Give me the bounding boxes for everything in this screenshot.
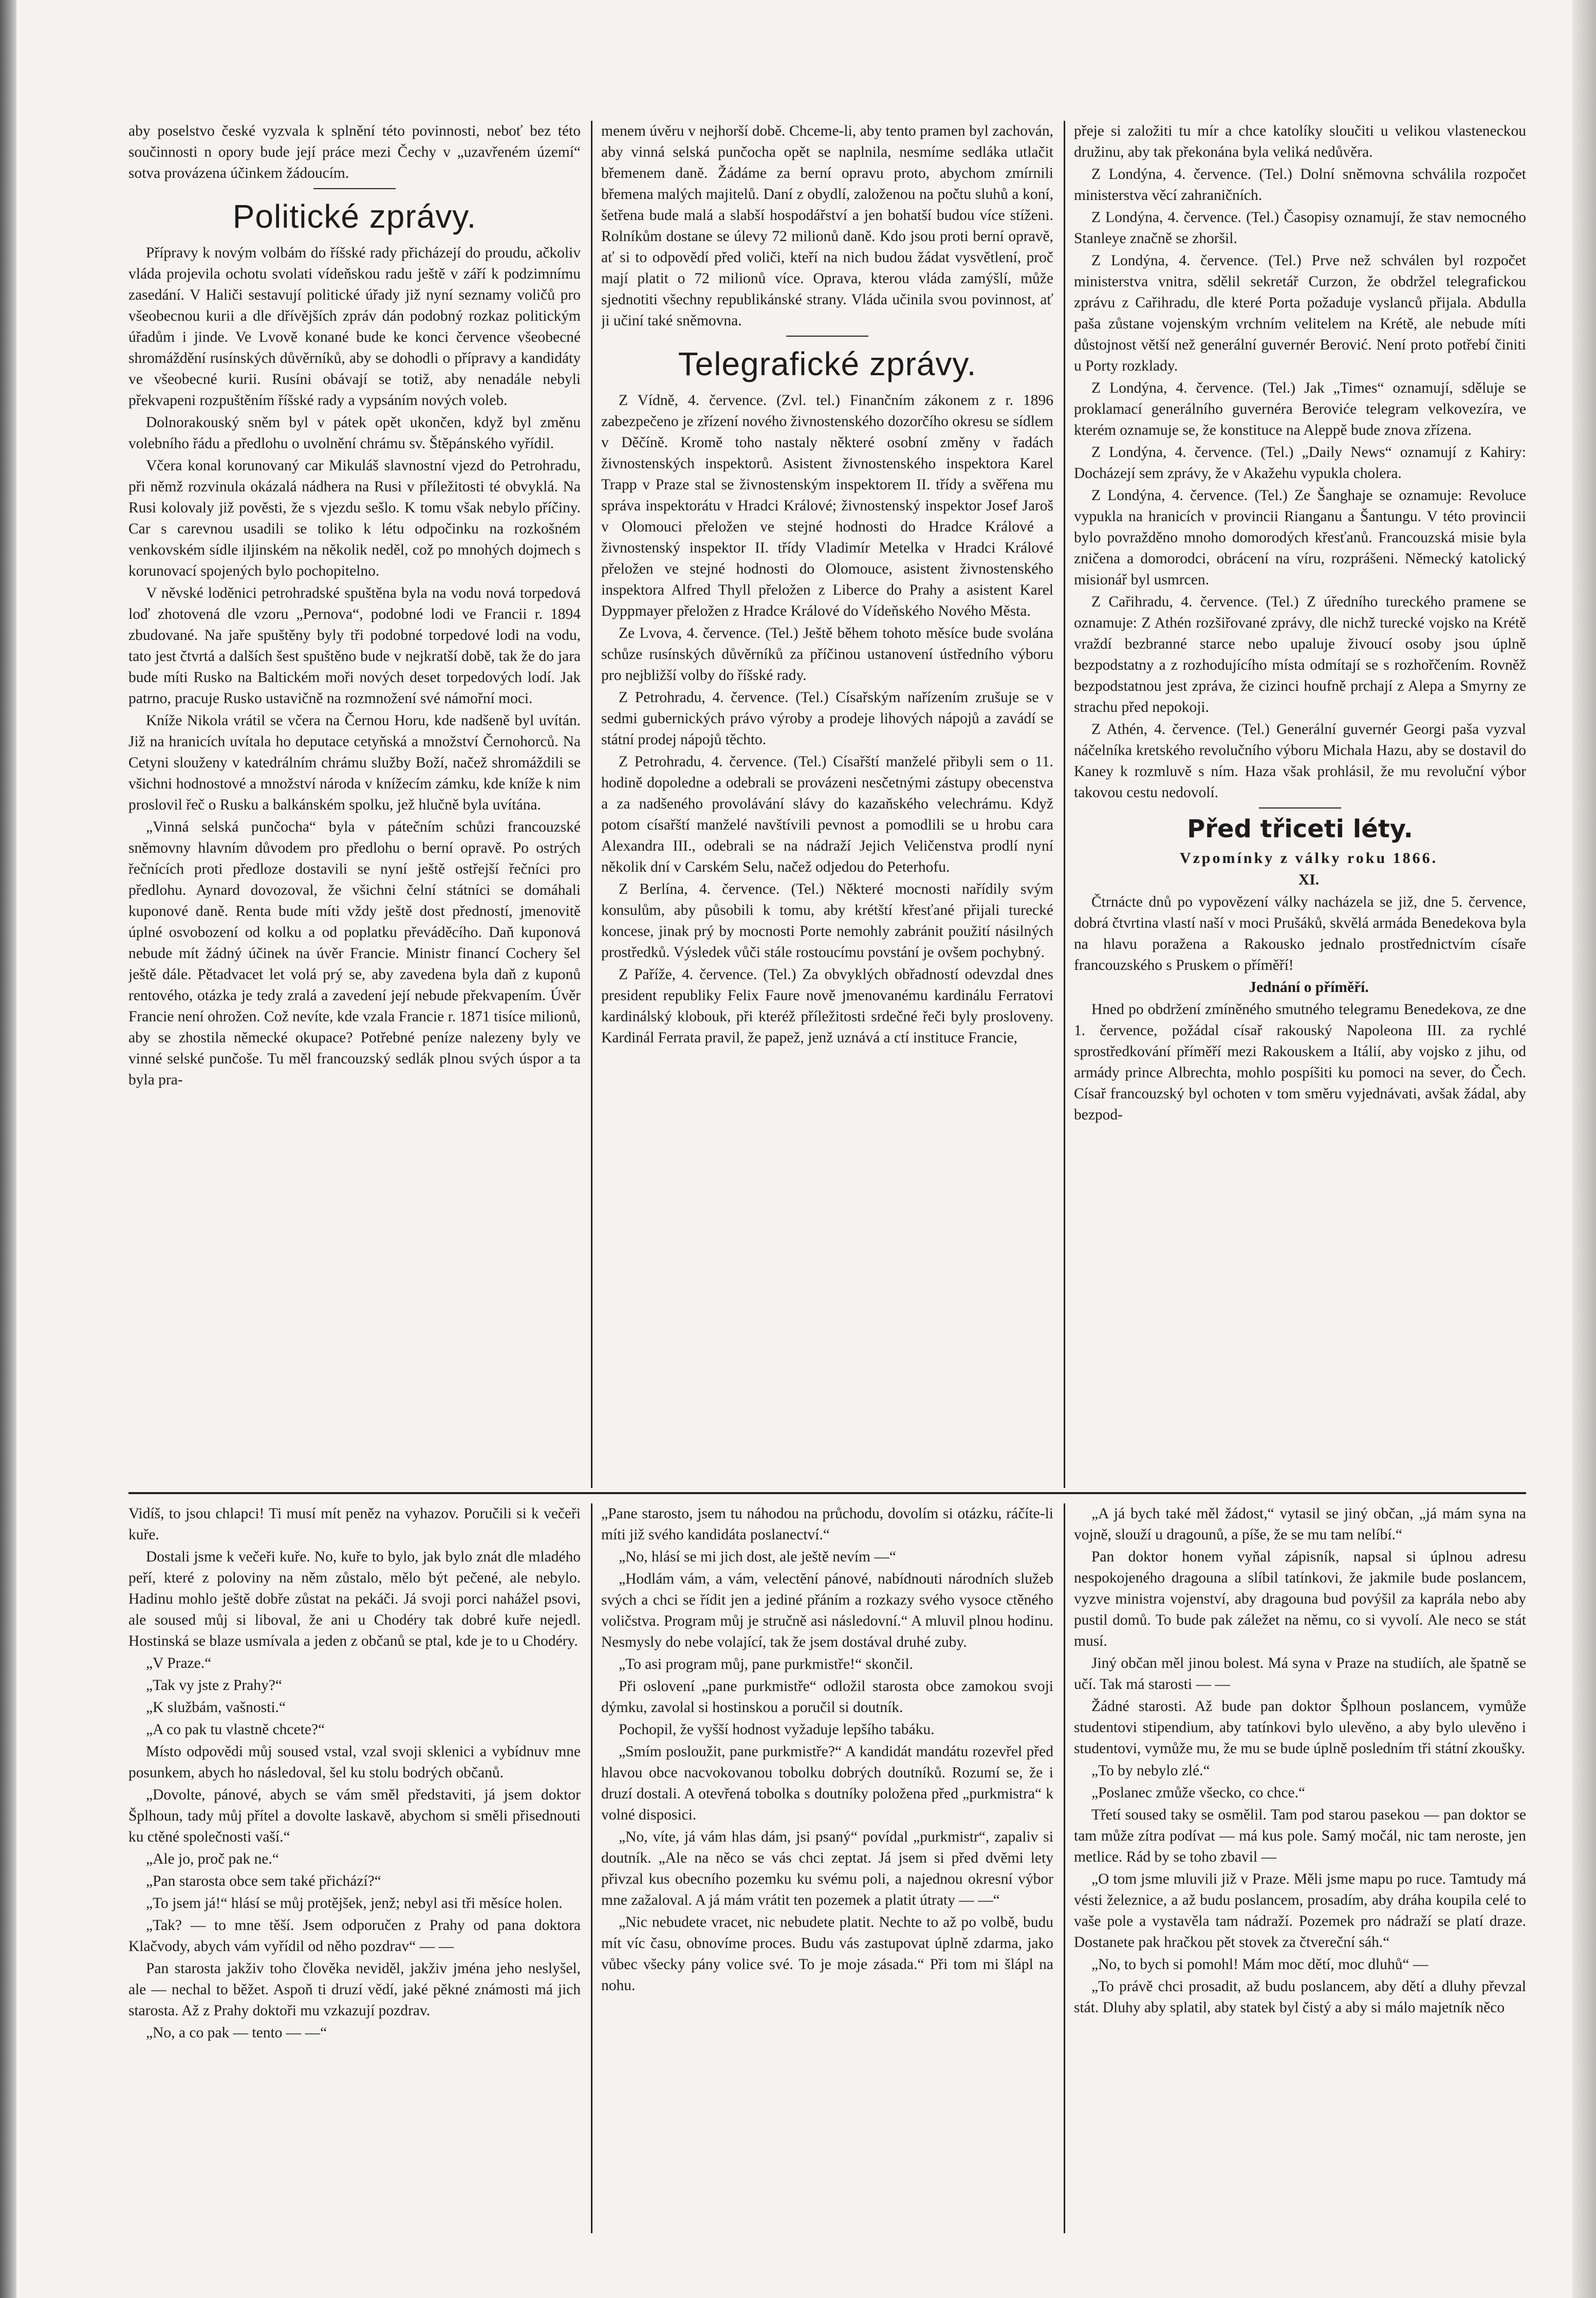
telegram-paragraph: Z Paříže, 4. července. (Tel.) Za obvyklých obřadností odevzdal dnes president republiky Felix Faure nově jmenovanému kardinálu Ferratovi kardinálský klobouk, při kteréž příležitosti srdečné řeči byly prosloveny. Kardinál Ferrata pravil, že papež, jenž uznává a ctí instituce Francie, [601,966,1053,1046]
feuilleton-paragraph: „No, a co pak — tento — —“ [146,2025,327,2041]
feuilleton-paragraph: „No, hlásí se mi jich dost, ale ještě nevím —“ [619,1549,896,1565]
telegram-paragraph: Z Petrohradu, 4. července. (Tel.) Císařští manželé přibyli sem o 11. hodině dopoledne a odebrali se provázeni nesčetnými zástupy obecenstva a za nadšeného provolávání slávy do kazaňského velechrámu. Když potom císařští manželé navštívili pevnost a pomodlili se u hrobu cara Alexandra III., odebrali se na nádraží Jejich Veličenstva prodlí nyní několik dní v Carském Selu, načež odjedou do Peterhofu. [601,753,1053,875]
feuilleton-paragraph: „A co pak tu vlastně chcete?“ [146,1721,325,1738]
telegraphic-news-continued [1074,121,1526,803]
telegram-paragraph: Z Londýna, 4. července. (Tel.) Ze Šanghaje se oznamuje: Revoluce vypukla na hranicích v provincii Rianganu a Šantungu. V této provincii bylo povražděno mnoho domorodých křesťanů. Francouzská misie byla zničena a domorodci, obrácení na víru, rozprášeni. Německý katolický misionář byl usmrcen. [1074,487,1526,588]
political-news-list [128,243,581,1091]
telegram-paragraph: Z Petrohradu, 4. července. (Tel.) Císařským nařízením zrušuje se v sedmi gubernických právo výroby a prodeje lihových nápojů a zavádí se státní prodej nápojů těchto. [601,689,1053,748]
telegram-paragraph: Ze Lvova, 4. července. (Tel.) Ještě během tohoto měsíce bude svolána schůze rusínských důvěrníků za příčinou ustanovení ústředního výboru pro nejbližší volby do říšské rady. [601,625,1053,684]
feuilleton-paragraph: Vidíš, to jsou chlapci! Ti musí mít peněz na vyhazov. Poručili si k večeři kuře. [128,1505,581,1543]
column-divider [591,1503,592,2233]
section-title-telegraphic: Telegrafické zprávy. [678,345,977,382]
feuilleton-paragraph: „No, víte, já vám hlas dám, jsi psaný“ povídal „purkmistr“, zapaliv si doutník. „Ale na něco se vás chci zeptat. Já jsem si před dvěmi lety přivzal kus obecního pozemku ku svému poli, a najednou okresní výbor mne zažaloval. A já mám vrátit ten pozemek a platit útraty — —“ [601,1829,1053,1908]
short-divider [1259,807,1341,808]
telegram-paragraph: Z Londýna, 4. července. (Tel.) Prve než schválen byl rozpočet ministerstva vnitra, sdělil sekretář Curzon, že obdržel telegrafickou zprávu z Cařihradu, dle které Porta požaduje vyslanců přijala. Abdulla paša zůstane vojenským vrchním velitelem na Krétě, ale nebude míti důstojnost větší než generální guvernér Berović. Není proto potřebí činiti u Porty rozklady. [1074,252,1526,374]
section-title-political: Politické zprávy. [232,198,477,235]
telegram-paragraph: Z Londýna, 4. července. (Tel.) „Daily News“ oznamují z Kahiry: Docházejí sem zprávy, že v Akažehu vypukla cholera. [1074,444,1526,482]
news-paragraph: Včera konal korunovaný car Mikuláš slavnostní vjezd do Petrohradu, při němž rozvinula okázalá nádhera na Rusi v příležitosti té obvyklá. Na Rusi kolovaly již pověsti, že s vjezdu sešlo. K tomu však nebylo příčiny. Car s carevnou usadili se toliko k létu odpočinku na rozkošném venkovském sídle iljinském na několik neděl, což po mnohých dojmech s korunovací spojených bylo pochopitelno. [128,457,581,579]
book-spine [0,0,16,2298]
column-divider [1064,1503,1065,2233]
column-2 [601,121,1053,1483]
news-paragraph: Přípravy k novým volbám do říšské rady přicházejí do proudu, ačkoliv vláda projevila ochotu svolati vídeňskou radu ještě v září k podzimnímu zasedání. V Haliči sestavují politické úřady již nyní seznamy voličů pro všeobecnou kurii a dle dřívějších zpráv dán podobný rozkaz politickým úřadům i jinde. Ve Lvově konané bude ke konci července všeobecné shromáždění rusínských důvěrníků, aby se dohodli o přípravy a kandidáty ve všeobecné kurii. Rusíni obávají se totiž, aby nenadále nebyli překvapeni rozpuštěním říšské rady a vypsáním nových voleb. [128,245,581,409]
feuilleton-paragraph: Dostali jsme k večeři kuře. No, kuře to bylo, jak bylo znát dle mladého peří, které z poloviny na něm zůstalo, mělo být pečené, ale nebylo. Hadinu mohlo ještě dobře zůstat na pekáči. Já svoji porci nahážel psovi, ale soused můj si liboval, že ani u Chodéry tak dobré kuře nejedl. Hostinská se blaze usmívala a jeden z občanů se ptal, kde je to u Chodéry. [128,1549,581,1649]
short-divider [313,188,396,189]
feuilleton-paragraph: „Nic nebudete vracet, nic nebudete platit. Nechte to až po volbě, budu mít víc času, obnovíme proces. Budu vás zastupovat úplně zdarma, jako vůbec všecky pány volice své. To je moje zásada.“ Při tom mi šlápl na nohu. [601,1914,1053,1994]
feuilleton-paragraph: „Ale jo, proč pak ne.“ [146,1851,279,1867]
feuilleton-paragraph: „Tak vy jste z Prahy?“ [146,1677,282,1694]
telegram-paragraph: Z Cařihradu, 4. července. (Tel.) Z úředního tureckého pramene se oznamuje: Z Athén rozšiřované zprávy, dle nichž turecké vojsko na Krétě vraždí bezbranné starce nebo upaluje živoucí osoby jsou úplně bezpodstatny a z rozhodujícího místa odmítají se s rozhořčením. Rovněž bezpodstatnou jest zpráva, že cizinci houfně prchají z Alepa a Smyrny ze strachu před nepokoji. [1074,594,1526,715]
column-divider [1064,121,1065,1488]
news-paragraph: Kníže Nikola vrátil se včera na Černou Horu, kde nadšeně byl uvítán. Již na hranicích uvítala ho deputace cetyňská a množství Černohorců. Na Cetyni slouženy v katedrálním chrámu služby Boží, načež shromáždili se všichni hodnostové a množství národa v knížecím zámku, kde kníže k nim proslovil řeč o Rusku a balkánském spolku, jež hlučně byla uvítána. [128,712,581,813]
feuilleton-paragraph: „K službám, vašnosti.“ [146,1699,286,1716]
telegraphic-news-list [601,390,1053,1049]
news-paragraph: „Vinná selská punčocha“ byla v pátečním schůzi francouzské sněmovny hlavním důvodem pro předlohu o berní opravě. Po ostrých řečnících proti předloze dostavili se nyní ještě ostřejší řečníci pro předlohu. Aynard dovozoval, že všichni čelní státníci se domáhali kuponové daně. Renta bude míti vždy ještě dost předností, jmenovitě úplné osvobození od kolku a od poplatku převáděcího. Daň kuponová nebude mít žádný účinek na úvěr Francie. Ministr financí Cochery šel ještě dále. Pětadvacet let volá prý se, aby zavedena byla daň z kuponů rentového, otázka je tedy zralá a zavedení její nebude překvapením. Úvěr Francie není ohrožen. Což nevíte, kde vzala Francie r. 1871 tisíce milionů, aby se zhostila německé okupace? Potřebné peníze nalezeny byly ve vinné selské punčoše. Tu měl francouzský sedlák plnou svých úspor a ta byla pra- [128,819,581,1088]
feuilleton-paragraph: „To právě chci prosadit, až budu poslancem, aby dětí a dluhy převzal stát. Dluhy aby splatil, aby statek byl čistý a aby si málo majetník něco [1074,1978,1526,2016]
section-title-thirty-years: Před třiceti léty. [1187,815,1413,843]
feuilleton-paragraph: „Dovolte, pánové, abych se vám směl představiti, já jsem doktor Šplhoun, tady můj přítel a dovolte laskavě, abychom si směli přisednouti ku ctěné společnosti vaší.“ [128,1787,581,1845]
feuilleton-paragraph: „A já bych také měl žádost,“ vytasil se jiný občan, „já mám syna na vojně, slouží u dragounů, a píše, že se mu tam nelíbí.“ [1074,1505,1526,1543]
feuilleton-paragraph: „Tak? — to mne těší. Jsem odporučen z Prahy od pana doktora Klačvody, abych vám vyřídil od něho pozdrav“ — — [128,1917,581,1955]
feuilleton-column-2 [601,1503,1053,2233]
subsection-heading: Jednání o příměří. [1249,979,1369,996]
feuilleton-column-3 [1074,1503,1526,2233]
column-1 [128,121,581,1483]
news-paragraph: Dolnorakouský sněm byl v pátek opět ukončen, když byl změnu volebního řádu a předlohu o uvolnění chrámu sv. Štěpánského vyřídil. [128,414,581,452]
telegram-paragraph: Z Londýna, 4. července. (Tel.) Časopisy oznamují, že stav nemocného Stanleye značně se zhoršil. [1074,209,1526,247]
column-3 [1074,121,1526,1483]
column-divider [591,121,592,1488]
continued-paragraph: menem úvěru v nejhorší době. Chceme-li, aby tento pramen byl zachován, aby vinná selská punčocha opět se naplnila, nesmíme sedláka utlačit břemenem daně. Žádáme za berní opravu proto, abychom zmírnili břemena malých majitelů. Daní z obydlí, založenou na počtu sluhů a koní, šetřena bude malá a slabší hospodářství a jen bohatší budou více stíženi. Rolníkům dostane se úlevy 72 milionů daně. Kdo jsou proti berní opravě, ať si to odpovědí před voliči, kteří na nich budou žádat vysvětlení, proč mají platit o 72 milionů více. Oprava, kterou vláda zamýšlí, může sjednotiti všechny republikánské strany. Vláda učinila svou povinnost, ať ji učiní také sněmovna. [601,123,1053,329]
section-subtitle: Vzpomínky z války roku 1866. [1179,850,1438,867]
feuilleton-paragraph: „To by nebylo zlé.“ [1091,1762,1210,1779]
feuilleton-column-1 [128,1503,581,2233]
history-paragraph: Hned po obdržení zmíněného smutného telegramu Benedekova, ze dne 1. července, požádal císař rakouský Napoleona III. za rychlé sprostředkování příměří mezi Rakouskem a Itálií, aby vojsko z jihu, od armády prince Albrechta, mohlo pospíšiti ku pomoci na sever, do Čech. Císař francouzský byl ochoten v tom směru vyjednávati, avšak žádal, aby bezpod- [1074,1001,1526,1123]
news-paragraph: V něvské loděnici petrohradské spuštěna byla na vodu nová torpedová loď zhotovená dle vzoru „Pernova“, podobné lodi ve Francii r. 1894 zbudované. Na jaře spuštěny byly tři podobné torpedové lodi na vodu, tato jest čtvrtá a dalších šest spuštěno bude v nejkratší době, tak že do jara bude míti Rusko na Baltickém moři nových deset torpedových lodí. Jak patrno, pracuje Rusko ustavičně na rozmnožení své námořní moci. [128,585,581,707]
telegram-paragraph: přeje si založiti tu mír a chce katolíky sloučiti u velikou vlasteneckou družinu, aby tak překonána byla veliká nedůvěra. [1074,123,1526,160]
feuilleton-paragraph: Pan doktor honem vyňal zápisník, napsal si úplnou adresu nespokojeného dragouna a slíbil tatínkovi, že jakmile bude poslancem, vyzve ministra vojenství, aby dragouna bud povýšil za kaprála nebo aby pustil domů. To bude pak záležet na němu, co si vyvolí. Ale neco se stát musí. [1074,1549,1526,1649]
feuilleton-paragraph: „To jsem já!“ hlásí se můj protějšek, jenž; nebyl asi tři měsíce holen. [146,1895,563,1911]
feuilleton-paragraph: „To asi program můj, pane purkmistře!“ skončil. [619,1656,914,1672]
feuilleton-paragraph: „Poslanec zmůže všecko, co chce.“ [1091,1785,1306,1801]
feuilleton-paragraph: „Hodlám vám, a vám, velectění pánové, nabídnouti národních služeb svých a chci se řídit jen a jediné přáním a rozkazy svého vysoce ctěného voličstva. Program můj je stručně asi následovní.“ A mluvil plnou hodinu. Nesmysly do nebe volající, tak že jsem dostával druhé zuby. [601,1571,1053,1650]
feuilleton-paragraph: „Pan starosta obce sem také přichází?“ [146,1873,381,1889]
feuilleton-paragraph: Při oslovení „pane purkmistře“ odložil starosta obce zamokou svoji dýmku, zavolal si hostinskou a poručil si doutník. [601,1678,1053,1716]
feuilleton-divider [128,1492,1526,1494]
feuilleton-paragraph: Pan starosta jakživ toho člověka neviděl, jakživ jména jeho neslyšel, ale — nechal to běžet. Aspoň ti druzí vědí, jaké pěkné známosti má jich starosta. Až z Prahy doktoři mu vzkazují pozdrav. [128,1960,581,2019]
short-divider [786,336,868,337]
feuilleton-paragraph: Třetí soused taky se osmělil. Tam pod starou pasekou — pan doktor se tam může zítra podívat — má kus pole. Samý močál, nic tam neroste, jen metlice. Rád by se toho zbavil — [1074,1807,1526,1865]
feuilleton-paragraph: Pochopil, že vyšší hodnost vyžaduje lepšího tabáku. [619,1721,935,1738]
page-edge [1572,0,1596,2298]
feuilleton-paragraph: „No, to bych si pomohl! Mám moc dětí, moc dluhů“ — [1091,1956,1428,1973]
intro-paragraph: aby poselstvo české vyzvala k splnění této povinnosti, neboť bez této součinnosti n opory bude její práce mezi Čechy v „uzavřeném území“ sotva provázena účinkem žádoucím. [128,123,581,181]
history-paragraph: Čtrnácte dnů po vypovězení války nacházela se již, dne 5. července, dobrá čtvrtina vlastí naší v moci Prušáků, skvělá armáda Benedekova byla na hlavu poražena a Rakousko jednalo prostřednictvím císaře francouzského s Pruskem o příměří! [1074,894,1526,973]
telegram-paragraph: Z Berlína, 4. července. (Tel.) Některé mocnosti nařídily svým konsulům, aby působili k tomu, aby krétští křesťané přijali turecké koncese, jinak prý by mocnosti Porte nemohly zabránit použití násilných prostředků. Výsledek vůči stále rostoucímu povstání je ovšem pochybný. [601,881,1053,961]
telegram-paragraph: Z Vídně, 4. července. (Zvl. tel.) Finančním zákonem z r. 1896 zabezpečeno je zřízení nového živnostenského dozorčího okresu se sídlem v Děčíně. Kromě toho nastaly některé osobní změny v řadách živnostenských inspektorů. Asistent živnostenského inspektora Karel Trapp v Praze stal se živnostenským inspektorem II. třídy a svěřena mu správa inspektorátu v Hradci Králové; živnostenský inspektor Josef Jaroš v Olomouci přeložen ve stejné hodnosti do Hradce Králové a živnostenský inspektor II. třídy Vladimír Metelka v Hradci Králové přeložen ve stejné hodnosti do Olomouce, asistent živnostenského inspektora Alfred Thyll přeložen z Liberce do Prahy a asistent Karel Dyppmayer přeložen z Hradce Králové do Vídeňského Nového Města. [601,392,1053,619]
telegram-paragraph: Z Athén, 4. července. (Tel.) Generální guvernér Georgi paša vyzval náčelníka kretského revolučního výboru Michala Hazu, aby se dostavil do Kaney k rozmluvě s ním. Haza však prohlásil, že mu revoluční výbor takovou cestu nedovolí. [1074,721,1526,801]
feuilleton-paragraph: „V Praze.“ [146,1655,212,1671]
newspaper-page [128,121,1562,2244]
feuilleton-paragraph: „Pane starosto, jsem tu náhodou na průchodu, dovolím si otázku, ráčíte-li míti již svého kandidáta poslanectví.“ [601,1505,1053,1543]
feuilleton-paragraph: Jiný občan měl jinou bolest. Má syna v Praze na studiích, ale špatně se učí. Tak má starosti — — [1074,1655,1526,1693]
chapter-number: XI. [1298,872,1320,888]
feuilleton-paragraph: „O tom jsme mluvili již v Praze. Měli jsme mapu po ruce. Tamtudy má vésti železnice, a až budu poslancem, prosadím, aby dráha koupila celé to vaše pole a vystavěla tam nádraží. Pozemek pro nádraží se platí draze. Dostanete pak hračkou pět stovek za čtvereční sáh.“ [1074,1871,1526,1951]
telegram-paragraph: Z Londýna, 4. července. (Tel.) Jak „Times“ oznamují, sděluje se proklamací generálního guvernéra Berovićе telegram velkovezíra, ve kterém oznamuje se, že konstituce na Aleppě bude znova zřízena. [1074,380,1526,438]
feuilleton-paragraph: „Smím posloužit, pane purkmistře?“ A kandidát mandátu rozevřel před hlavou obce nacvokovanou tobolku dobrých doutníků. Rozumí se, že i druzí dostali. A otevřená tobolka s doutníky položena před „purkmistra“ k volné disposici. [601,1743,1053,1823]
feuilleton-paragraph: Místo odpovědi můj soused vstal, vzal svoji sklenici a vybídnuv mne posunkem, abych ho následoval, šel ku stolu bodrých občanů. [128,1743,581,1781]
feuilleton-paragraph: Žádné starosti. Až bude pan doktor Šplhoun poslancem, vymůže studentovi stipendium, aby tatínkovi bylo ulevěno, a aby bylo ulevěno i studentovi, vymůže mu, že mu se bude úplně posledním tři státní zkoušky. [1074,1698,1526,1757]
telegram-paragraph: Z Londýna, 4. července. (Tel.) Dolní sněmovna schválila rozpočet ministerstva věcí zahraničních. [1074,166,1526,204]
